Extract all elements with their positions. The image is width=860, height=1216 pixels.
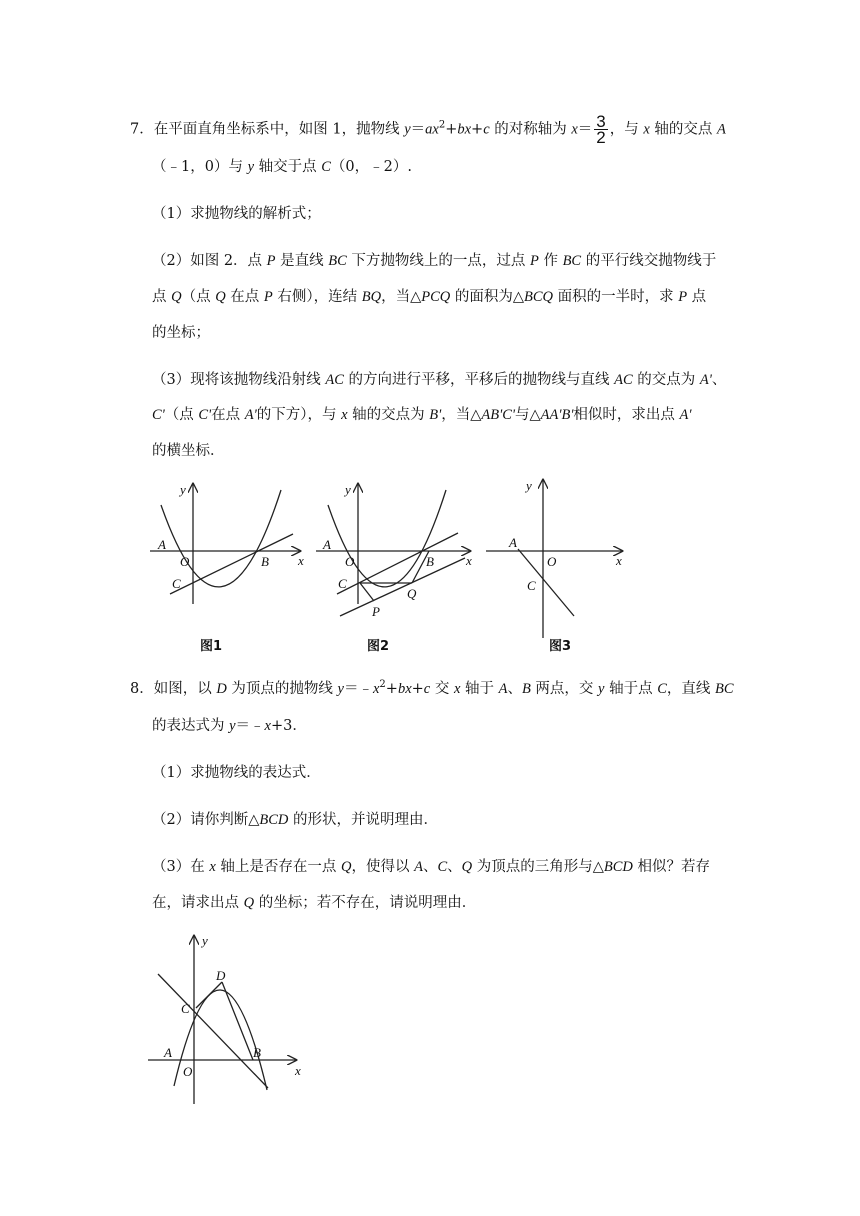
q7-text: 轴的交点 (649, 121, 718, 138)
var-x: x (372, 681, 380, 697)
equals: ＝ (410, 121, 426, 138)
label-y: y (202, 933, 208, 948)
segment-CD (196, 982, 222, 1008)
figure-2 (316, 484, 470, 616)
q7-text: 、 (711, 372, 727, 388)
line-BC: BC (562, 253, 582, 269)
q7-text: ，与 (609, 121, 644, 138)
label-x: x (295, 1063, 301, 1078)
var-y: y (404, 121, 411, 138)
label-x: x (298, 553, 304, 568)
point-C: C (437, 859, 448, 875)
q8-part-1: （1）求抛物线的表达式． (152, 765, 321, 781)
q7-part-3-line-1 (152, 370, 726, 390)
q7-text: 是直线 (275, 253, 329, 269)
q7-line-1 (130, 114, 726, 145)
plus: + (445, 121, 458, 138)
q8-text: 轴于点 (604, 681, 658, 697)
equals: ＝﹣ (343, 681, 373, 697)
label-y: y (345, 482, 351, 497)
q7-part-2-line-3: 的坐标； (152, 325, 210, 341)
label-C: C (527, 578, 536, 593)
plus: + (471, 121, 484, 138)
line-AC: AC (614, 372, 633, 388)
label-O: O (345, 554, 355, 569)
q8-text: 、 (447, 859, 462, 875)
q8-text: 、 (507, 681, 522, 697)
q8-text: （2）请你判断△ (152, 812, 260, 828)
triangle-AAB-prime: AA'B' (540, 407, 574, 423)
point-C: C (321, 159, 331, 175)
label-O: O (547, 554, 557, 569)
label-Q: Q (407, 586, 417, 601)
q7-text: 下方抛物线上的一点，过点 (346, 253, 530, 269)
point-A: A (498, 681, 508, 697)
segment-BQ: BQ (361, 289, 382, 305)
q7-text: 的方向进行平移，平移后的抛物线与直线 (343, 372, 615, 388)
var-x: x (453, 681, 461, 697)
label-y: y (180, 482, 186, 497)
q8-text: （3）在 (152, 859, 210, 875)
point-D: D (216, 681, 227, 697)
q8-line-1 (130, 679, 734, 699)
triangle-BCD: BCD (259, 812, 289, 828)
var-c: c (483, 121, 490, 138)
q8-text: 为顶点的抛物线 (226, 681, 338, 697)
label-C: C (338, 576, 347, 591)
line-BC: BC (328, 253, 347, 269)
label-O: O (183, 1064, 193, 1079)
ray-AC: AC (325, 372, 344, 388)
point-B: B (521, 681, 531, 697)
q7-text: （﹣1，0）与 (152, 159, 248, 175)
var-y: y (598, 681, 605, 697)
triangle-PCQ: PCQ (421, 289, 451, 305)
segment-CP (360, 583, 374, 601)
q8-text: 的坐标；若不存在，请说明理由． (254, 895, 477, 911)
q7-text: 右侧），连结 (272, 289, 362, 305)
q7-part-2-line-2 (152, 287, 706, 307)
exponent: 2 (438, 119, 446, 131)
q7-text: （2）如图 2．点 (152, 253, 267, 269)
q7-line-2 (152, 157, 412, 177)
triangle-BCQ: BCQ (524, 289, 553, 305)
label-D: D (216, 968, 226, 983)
fraction-numerator: 3 (596, 112, 606, 131)
q7-text: 点 (687, 289, 707, 305)
point-A: A (414, 859, 423, 875)
q8-text: 的形状，并说明理由． (288, 812, 438, 828)
line-BC (337, 533, 458, 594)
equals: ＝﹣ (235, 718, 265, 734)
q8-text: 轴于 (460, 681, 499, 697)
point-A: A (717, 121, 726, 138)
plus: + (385, 681, 398, 697)
plus: + (411, 681, 424, 697)
q7-text: 相似时，求出点 (573, 407, 680, 423)
point-P: P (266, 253, 276, 269)
var-y: y (229, 718, 236, 734)
q7-text: 的平行线交抛物线于 (581, 253, 717, 269)
var-c: c (423, 681, 431, 697)
label-B: B (426, 554, 434, 569)
q8-part-3-line-2 (152, 893, 476, 913)
q8-text: 在，请求出点 (152, 895, 244, 911)
line-PQ (340, 558, 465, 616)
q7-number: 7． (130, 121, 154, 138)
q7-text: 轴交于点 (254, 159, 322, 175)
label-A: A (164, 1045, 172, 1060)
var-x: x (643, 121, 650, 138)
q7-text: （3）现将该抛物线沿射线 (152, 372, 326, 388)
point-A-prime: A' (699, 372, 712, 388)
segment-DB (222, 982, 253, 1060)
point-A-prime: A′ (679, 407, 692, 423)
fraction-denominator: 2 (596, 128, 606, 147)
q8-text: +3． (270, 718, 307, 734)
label-C: C (172, 576, 181, 591)
caption-figure-3: 图3 (549, 639, 572, 654)
triangle-ABC-prime: AB'C' (481, 407, 515, 423)
point-Q: Q (215, 289, 226, 305)
point-P: P (530, 253, 539, 269)
caption-figure-1: 图1 (200, 639, 223, 654)
fraction-3-2 (594, 114, 607, 145)
q8-text: 的表达式为 (152, 718, 230, 734)
label-B: B (253, 1045, 261, 1060)
caption-figure-2: 图2 (367, 639, 390, 654)
q7-text: 点 (152, 289, 172, 305)
parabola (328, 490, 446, 587)
point-P: P (263, 289, 273, 305)
q7-part-2-line-1 (152, 251, 716, 271)
q7-text: 的交点为 (632, 372, 700, 388)
q7-text: 作 (538, 253, 563, 269)
q8-part-2 (152, 810, 438, 830)
point-C-prime: C' (198, 407, 212, 423)
q8-text: ，直线 (666, 681, 715, 697)
q7-text: （0，﹣2）. (330, 159, 412, 175)
q7-text: 的对称轴为 (489, 121, 572, 138)
q7-text: （点 (164, 407, 199, 423)
q7-text: ，当△ (441, 407, 482, 423)
label-A: A (158, 537, 166, 552)
q7-text: 的面积为△ (450, 289, 524, 305)
point-A-prime: A' (244, 407, 257, 423)
line-BC: BC (714, 681, 734, 697)
label-C: C (181, 1001, 190, 1016)
q8-line-2 (152, 716, 307, 736)
q8-number: 8． (130, 681, 154, 697)
label-x: x (616, 553, 622, 568)
var-x: x (571, 121, 578, 138)
q7-text: ，当△ (381, 289, 422, 305)
point-C-prime: C' (152, 407, 165, 423)
q8-part-3-line-1 (152, 857, 710, 877)
q7-part-1: （1）求抛物线的解析式； (152, 206, 321, 222)
label-A: A (323, 537, 331, 552)
q7-text: 在点 (211, 407, 245, 423)
point-B-prime: B' (429, 407, 442, 423)
q7-text: 轴的交点为 (347, 407, 430, 423)
point-C: C (657, 681, 667, 697)
q8-text: 轴上是否存在一点 (215, 859, 341, 875)
var-bx: bx (457, 121, 472, 138)
q7-figures (0, 470, 860, 660)
q8-text: 相似？若存 (632, 859, 710, 875)
point-Q: Q (341, 859, 352, 875)
point-Q: Q (171, 289, 182, 305)
point-Q: Q (243, 895, 255, 911)
parabola (161, 490, 281, 587)
triangle-BCD: BCD (603, 859, 633, 875)
label-B: B (261, 554, 269, 569)
var-y: y (247, 159, 254, 175)
q8-text: 两点，交 (530, 681, 599, 697)
q7-text: 在点 (225, 289, 264, 305)
q7-text: 的下方），与 (256, 407, 342, 423)
q7-text: （点 (181, 289, 216, 305)
var-x: x (264, 718, 271, 734)
var-ax: ax (425, 121, 439, 138)
q7-text: 与△ (514, 407, 541, 423)
q7-text: 在平面直角坐标系中，如图 1，抛物线 (153, 121, 405, 138)
equals: ＝ (577, 121, 593, 138)
var-x: x (341, 407, 348, 423)
var-bx: bx (397, 681, 412, 697)
label-x: x (466, 553, 472, 568)
point-P: P (678, 289, 688, 305)
var-x: x (209, 859, 216, 875)
q8-text: 、 (422, 859, 438, 875)
q7-text: 面积的一半时，求 (553, 289, 679, 305)
q8-text: ，使得以 (351, 859, 415, 875)
point-Q: Q (461, 859, 473, 875)
q8-figure (140, 930, 320, 1110)
q7-part-3-line-2 (152, 405, 692, 425)
q8-text: 如图，以 (153, 681, 217, 697)
label-P: P (372, 604, 380, 619)
label-y: y (526, 478, 532, 493)
label-A: A (509, 535, 517, 550)
q8-text: 交 (430, 681, 454, 697)
label-O: O (180, 554, 190, 569)
var-y: y (337, 681, 344, 697)
exponent: 2 (379, 679, 386, 691)
q8-text: 为顶点的三角形与△ (472, 859, 604, 875)
q7-part-3-line-3: 的横坐标． (152, 443, 225, 459)
